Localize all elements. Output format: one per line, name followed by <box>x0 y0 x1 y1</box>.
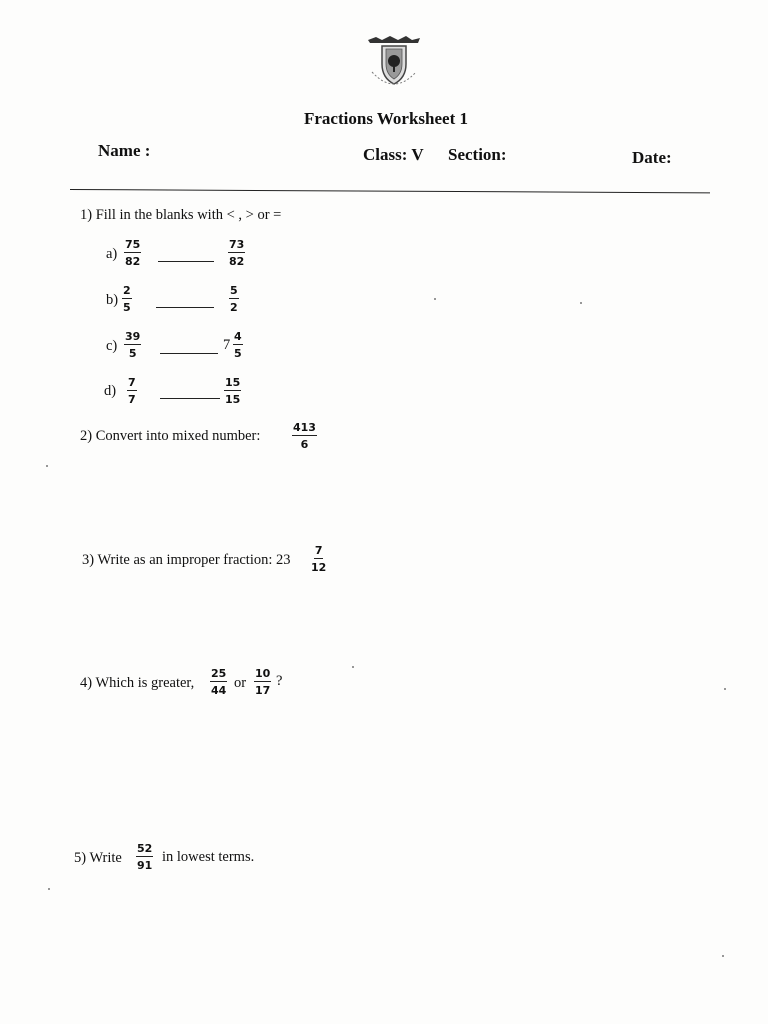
q2-prompt: 2) Convert into mixed number: <box>80 428 261 444</box>
name-label: Name : <box>98 141 151 160</box>
numerator: 75 <box>125 238 141 251</box>
q1c-left-fraction <box>124 331 141 359</box>
q1b-right-fraction <box>229 285 239 313</box>
class-label: Class: V <box>363 145 424 164</box>
q1a-answer-blank[interactable] <box>158 261 214 262</box>
denominator: 17 <box>255 684 271 697</box>
scan-speck <box>352 666 354 668</box>
numerator: 25 <box>211 667 227 680</box>
denominator: 6 <box>300 438 309 451</box>
date-label: Date: <box>632 148 672 167</box>
q4-fraction-b <box>254 668 271 696</box>
q5-fraction <box>136 843 153 871</box>
q3-fraction <box>311 545 326 573</box>
q1d-right-fraction <box>224 377 241 405</box>
q1c-answer-blank[interactable] <box>160 353 218 354</box>
numerator: 7 <box>314 544 323 557</box>
numerator: 413 <box>293 421 316 434</box>
header-divider <box>70 189 710 193</box>
q1b-label: b) <box>106 292 119 308</box>
numerator: 15 <box>225 376 241 389</box>
q1a-left-fraction <box>124 239 141 267</box>
q4-or: or <box>234 675 247 691</box>
scan-speck <box>722 955 724 957</box>
q1d-left-fraction <box>127 377 137 405</box>
numerator: 73 <box>229 238 245 251</box>
denominator: 12 <box>311 561 327 574</box>
denominator: 82 <box>125 255 141 268</box>
q5-prompt: 5) Write <box>74 850 122 866</box>
q1d-answer-blank[interactable] <box>160 398 220 399</box>
q5-suffix: in lowest terms. <box>162 849 255 865</box>
denominator: 5 <box>234 347 242 360</box>
denominator: 91 <box>137 859 153 872</box>
q1c-label: c) <box>106 338 118 354</box>
scan-speck <box>724 688 726 690</box>
numerator: 4 <box>234 330 242 343</box>
denominator: 5 <box>128 347 137 360</box>
denominator: 15 <box>225 393 241 406</box>
q1d-label: d) <box>104 383 117 399</box>
section-label: Section: <box>448 145 507 164</box>
numerator: 39 <box>125 330 141 343</box>
q1b-answer-blank[interactable] <box>156 307 214 308</box>
denominator: 82 <box>229 255 245 268</box>
q4-prompt: 4) Which is greater, <box>80 675 195 691</box>
q1a-right-fraction <box>228 239 245 267</box>
q1a-label: a) <box>106 246 118 262</box>
numerator: 7 <box>128 376 136 389</box>
q4-question-mark: ? <box>276 673 283 689</box>
denominator: 44 <box>211 684 227 697</box>
scan-speck <box>48 888 50 890</box>
denominator: 7 <box>128 393 136 406</box>
numerator: 5 <box>230 284 238 297</box>
q3-prompt: 3) Write as an improper fraction: 23 <box>82 552 291 568</box>
numerator: 10 <box>255 667 271 680</box>
numerator: 2 <box>123 284 131 297</box>
scan-speck <box>46 465 48 467</box>
q2-fraction <box>292 422 317 450</box>
q1-prompt: 1) Fill in the blanks with < , > or = <box>80 207 282 223</box>
denominator: 5 <box>123 301 131 314</box>
scan-speck <box>580 302 582 304</box>
q1c-right-whole: 7 <box>223 337 231 353</box>
q1c-right-fraction <box>233 331 243 359</box>
denominator: 2 <box>230 301 238 314</box>
numerator: 52 <box>137 842 153 855</box>
school-crest-icon <box>362 34 426 92</box>
q4-fraction-a <box>210 668 227 696</box>
scan-speck <box>434 298 436 300</box>
worksheet-title: Fractions Worksheet 1 <box>304 109 469 128</box>
q1b-left-fraction <box>122 285 132 313</box>
